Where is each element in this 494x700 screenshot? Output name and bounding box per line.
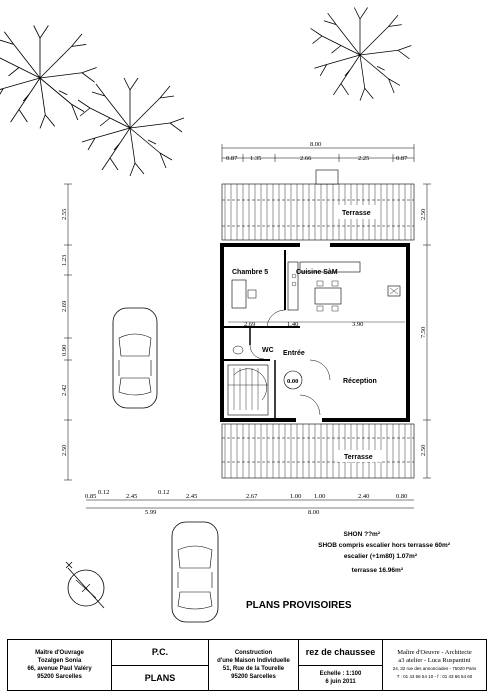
surface-terrasse: terrasse 16.96m² <box>351 567 403 574</box>
dim-right: 2.50 <box>420 208 427 220</box>
architect-cell <box>383 640 486 690</box>
architect-line: Maître d'Oeuvre - Architecte <box>397 649 472 656</box>
date-label: 6 juin 2011 <box>325 678 356 685</box>
owner-line: 66, avenue Paul Valéry <box>27 666 92 672</box>
dim-left: 0.90 <box>61 344 68 356</box>
architect-phone: T : 01 43 66 54 10 - f : 01 43 66 54 60 <box>396 674 473 679</box>
dim-total-width: 8.00 <box>310 141 322 148</box>
dim-bottom: 2.67 <box>246 493 258 500</box>
terrace-bottom <box>222 424 414 478</box>
surface-shon: SHON ??m² <box>343 531 380 538</box>
plans-label: PLANS <box>144 672 176 683</box>
top-dimensions <box>222 141 414 162</box>
dim-left: 2.50 <box>61 444 68 456</box>
pc-cell <box>112 640 209 690</box>
dim-bottom: 1.00 <box>314 493 326 500</box>
dim-bottom: 0.80 <box>396 493 408 500</box>
dim-bottom-total: 5.99 <box>145 509 157 516</box>
room-label-terrasse: Terrasse <box>342 210 371 217</box>
architect-address: 24, 32 rue des annonciades - 75020 Paris <box>392 666 477 671</box>
dim-bottom: 0.12 <box>158 489 170 496</box>
pc-label: P.C. <box>112 640 208 666</box>
dim-bottom: 2.40 <box>358 493 370 500</box>
dim-interior: 1.40 <box>287 321 299 328</box>
tree-symbol <box>311 7 412 100</box>
north-arrow-icon <box>66 562 104 608</box>
project-cell <box>209 640 299 690</box>
dim-left: 2.69 <box>61 300 68 312</box>
owner-line: Maître d'Ouvrage <box>35 650 84 656</box>
sheet-name: rez de chaussee <box>299 640 382 666</box>
dim-top: 2.66 <box>300 155 312 162</box>
surface-escalier: escalier (+1m80) 1.07m² <box>343 553 417 560</box>
dim-top: 0.87 <box>226 155 238 162</box>
scale-date <box>299 666 382 691</box>
scale-label: Echelle : 1:100 <box>319 670 362 677</box>
project-line: 95200 Sarcelles <box>231 674 276 680</box>
sheet-cell <box>299 640 383 690</box>
bottom-dimensions <box>85 489 414 516</box>
project-line: Construction <box>234 650 273 656</box>
title-block <box>7 639 487 691</box>
tree-symbol <box>0 26 97 129</box>
terrace-top <box>222 170 414 240</box>
dim-top: 2.25 <box>358 155 370 162</box>
owner-line: 95200 Sarcelles <box>37 674 82 680</box>
dim-bottom-total: 8.00 <box>308 509 320 516</box>
right-dimensions <box>420 184 431 478</box>
car-symbol <box>113 308 157 408</box>
project-line: 51, Rue de la Tourelle <box>222 666 285 672</box>
house-walls <box>222 245 408 420</box>
owner-cell <box>8 640 112 690</box>
dim-left: 2.42 <box>61 384 68 396</box>
dim-left: 2.55 <box>61 208 68 220</box>
room-label-cuisine: Cuisine SàM <box>296 269 338 276</box>
dim-top: 0.87 <box>396 155 408 162</box>
dim-right: 2.50 <box>420 444 427 456</box>
left-dimensions <box>61 184 72 480</box>
owner-line: Tozalgen Sonia <box>37 658 82 664</box>
level-marker: 0.00 <box>287 378 299 385</box>
dim-bottom: 0.12 <box>98 489 110 496</box>
page-title: PLANS PROVISOIRES <box>246 600 352 611</box>
dim-bottom: 2.45 <box>126 493 138 500</box>
dim-bottom: 0.85 <box>85 493 97 500</box>
room-label-entree: Entrée <box>283 350 305 357</box>
dim-top: 1.35 <box>250 155 262 162</box>
project-line: d'une Maison Individuelle <box>217 658 290 664</box>
architect-line: a3 atelier - Luca Ruspantini <box>398 657 471 664</box>
tree-symbol <box>78 78 184 176</box>
car-symbol <box>172 522 218 622</box>
room-label-wc: WC <box>262 347 274 354</box>
dim-bottom: 2.45 <box>186 493 198 500</box>
room-label-chambre: Chambre 5 <box>232 269 269 276</box>
dim-left: 1.23 <box>61 254 68 266</box>
dim-interior: 3.90 <box>352 321 364 328</box>
room-label-terrasse: Terrasse <box>344 454 373 461</box>
surface-shob: SHOB compris escalier hors terrasse 60m² <box>318 542 450 549</box>
room-label-reception: Réception <box>343 378 377 385</box>
dim-bottom: 1.00 <box>290 493 302 500</box>
dim-right: 7.50 <box>420 326 427 338</box>
dim-interior: 2.69 <box>244 321 256 328</box>
